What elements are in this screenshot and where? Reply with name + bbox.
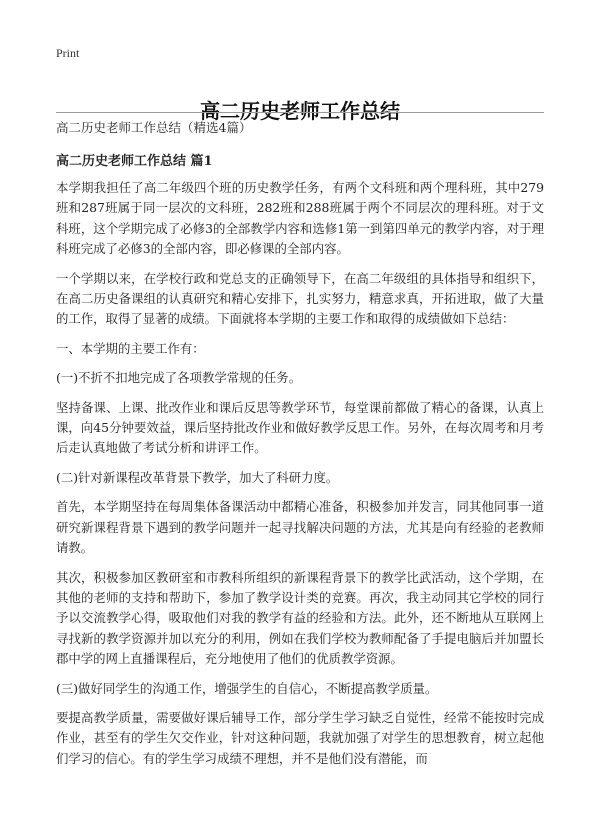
paragraph-intro: 本学期我担任了高二年级四个班的历史教学任务，有两个文科班和两个理科班，其中279班和287班属于同一层次的文科班，282班和288班属于两个不同层次的理科班。对于文科班，这个学期完成了必修3的全部教学内容和选修1第一到第四单元的教学内容，对于理科班完成了必修3的全部内容，即必修课的全部内容。 [56,180,544,257]
paragraph-summary: 一个学期以来，在学校行政和党总支的正确领导下，在高二年级组的具体指导和组织下，在高二历史备课组的认真研究和精心安排下，扎实努力，精意求真，开拓进取，做了大量的工作，取得了显著的成绩。下面就将本学期的主要工作和取得的成绩做如下总结： [56,270,544,327]
print-link[interactable]: Print [56,46,80,60]
paragraph-heading-communication: (三)做好同学生的沟通工作，增强学生的自信心，不断提高教学质量。 [56,680,438,696]
document-subtitle: 高二历史老师工作总结（精选4篇） [56,120,252,135]
paragraph-routine: 坚持备课、上课、批改作业和课后反思等教学环节，每堂课前都做了精心的备课，认真上课，向45分钟要效益，课后坚持批改作业和做好教学反思工作。另外，在每次周考和月考后走认真地做了考试分析和讲评工作。 [56,399,544,456]
section-heading: 高二历史老师工作总结 篇1 [56,154,213,169]
paragraph-communication: 要提高教学质量，需要做好课后辅导工作，部分学生学习缺乏自觉性，经常不能按时完成作业，甚至有的学生欠交作业，针对这种问题，我就加强了对学生的思想教育，树立起他们学习的信心。有的学生学习成绩不理想，并不是他们没有潜能，而 [56,709,544,766]
paragraph-research-first: 首先，本学期坚持在每周集体备课活动中都精心准备，积极参加并发言，同其他同事一道研究新课程背景下遇到的教学问题并一起寻找解决问题的方法，尤其是向有经验的老教师请教。 [56,499,544,556]
paragraph-heading-main-work: 一、本学期的主要工作有： [56,340,205,356]
title-divider [56,112,544,113]
document-body [56,118,544,778]
paragraph-research-second: 其次，积极参加区教研室和市教科所组织的新课程背景下的教学比武活动，这个学期，在其他的老师的支持和帮助下，参加了教学设计类的竞赛。再次，我主动同其它学校的同行予以交流教学心得，吸取他们对我的教学有益的经验和方法。此外，还不断地从互联网上寻找新的教学资源并加以充分的利用，例如在我们学校为教师配备了手提电脑后并加盟长郡中学的网上直播课程后，充分地使用了他们的优质教学资源。 [56,569,544,667]
paragraph-heading-research: (二)针对新课程改革背景下教学，加大了科研力度。 [56,469,339,485]
paragraph-heading-routine: (一)不折不扣地完成了各项教学常规的任务。 [56,370,302,386]
page-title: 高二历史老师工作总结 [200,99,400,124]
